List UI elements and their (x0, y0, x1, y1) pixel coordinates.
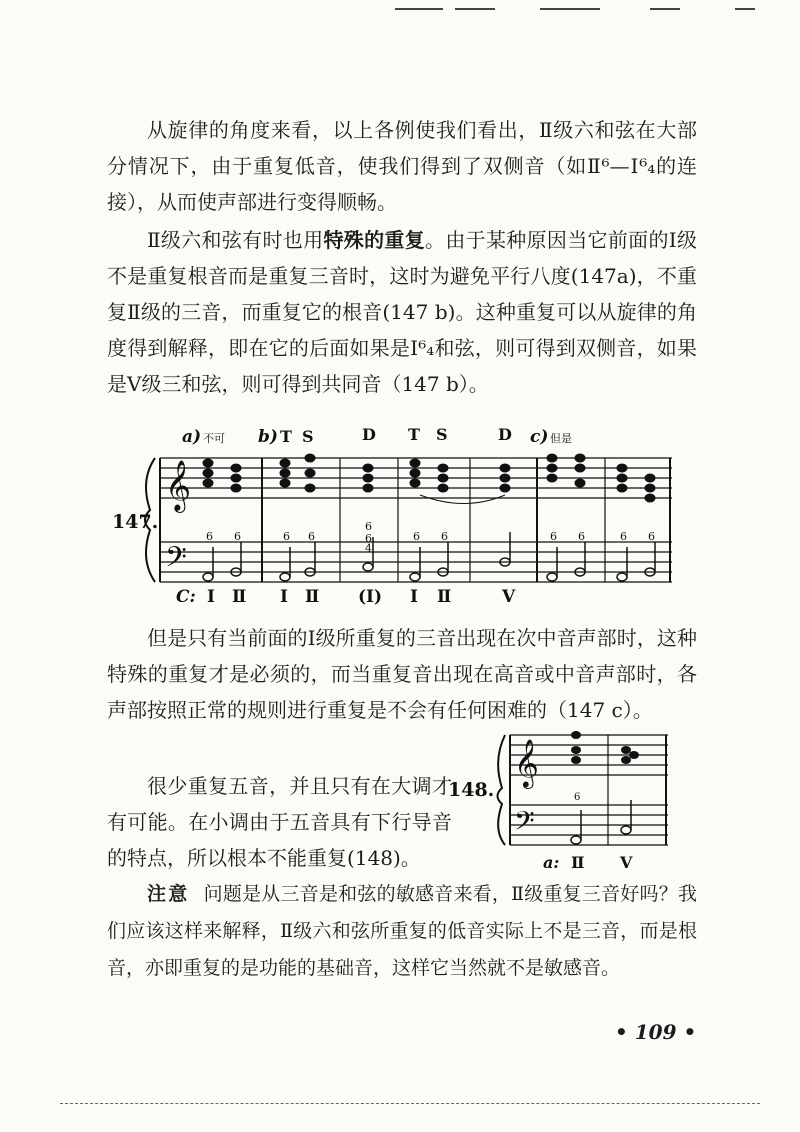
top-rule-5 (735, 8, 755, 10)
figure-2: 6 (234, 530, 241, 543)
note-paragraph (107, 876, 697, 987)
degree-1: Ⅰ (207, 587, 215, 607)
example-148-figure: 6 (574, 792, 581, 803)
special-doubling-term: 特殊的重复 (323, 228, 426, 252)
function-D-2: D (498, 425, 512, 444)
function-T-1: T (280, 427, 292, 446)
bass-clef-icon: 𝄢 (514, 805, 535, 843)
treble-clef-icon: 𝄞 (514, 738, 539, 787)
figure-3: 6 (283, 530, 290, 543)
function-S-2: S (436, 425, 448, 444)
paragraph-1-text: 从旋律的角度来看，以上各例使我们看出，Ⅱ级六和弦在大部分情况下，由于重复低音，使我们得到了双侧音（如Ⅱ⁶—Ⅰ⁶₄的连接），从而使声部进行变得顺畅。 (107, 118, 697, 214)
figure-12: 6 (620, 530, 627, 543)
key-a: a: (543, 853, 560, 872)
label-c: c) (530, 427, 549, 447)
degree-6: Ⅰ (410, 587, 418, 607)
degree-8: Ⅴ (502, 587, 516, 607)
figure-4: 6 (308, 530, 315, 543)
function-D-1: D (362, 425, 376, 444)
bass-clef-icon: 𝄢 (165, 541, 187, 581)
top-rule-2 (455, 8, 495, 10)
paragraph-2-start: Ⅱ级六和弦有时也用 (147, 228, 324, 252)
paragraph-2-rest: 。由于某种原因当它前面的Ⅰ级不是重复根音而是重复三音时，这时为避免平行八度(147a)，不重复Ⅱ级的三音，而重复它的根音(147 b)。这种重复可以从旋律的角度得到解释，即在它的后面如果是Ⅰ⁶₄和弦，则可得到双侧音，如果是Ⅴ级三和弦，则可得到共同音（147 b）。 (107, 228, 698, 396)
label-b: b) (258, 427, 278, 447)
bottom-rule (60, 1103, 760, 1105)
figure-7: 4 (365, 542, 372, 555)
paragraph-2 (107, 222, 697, 402)
degree-7: Ⅱ (437, 587, 452, 607)
degree-3: Ⅰ (280, 587, 288, 607)
figure-5: 6 (365, 520, 372, 533)
figure-8: 6 (413, 530, 420, 543)
degree-2: Ⅱ (232, 587, 247, 607)
function-T-2: T (408, 425, 420, 444)
note-text: 问题是从三音是和弦的敏感音来看，Ⅱ级重复三音好吗？我们应该这样来解释，Ⅱ级六和弦所重复的低音实际上不是三音，而是根音，亦即重复的是功能的基础音，这样它当然就不是敏感音。 (107, 883, 697, 979)
label-a: a) (182, 427, 202, 447)
music-example-148 (448, 710, 648, 870)
music-example-147 (0, 420, 800, 620)
page-number: • 109 • (615, 1020, 697, 1044)
figure-10: 6 (550, 530, 557, 543)
function-S-1: S (302, 427, 314, 446)
degree-4: Ⅱ (305, 587, 320, 607)
figure-13: 6 (648, 530, 655, 543)
degree-v: Ⅴ (620, 853, 633, 872)
example-148-number: 148. (448, 779, 495, 801)
paragraph-1 (107, 112, 697, 220)
figure-6: 6 (365, 532, 372, 545)
example-147-number: 147. (112, 511, 159, 533)
paragraph-3-text: 但是只有当前面的Ⅰ级所重复的三音出现在次中音声部时，这种特殊的重复才是必须的，而当重复音出现在高音或中音声部时，各声部按照正常的规则进行重复是不会有任何困难的（147 c）。 (107, 626, 697, 722)
label-a-note: 不可 (203, 432, 225, 445)
degree-ii: Ⅱ (571, 853, 585, 872)
label-c-note: 但是 (550, 432, 572, 445)
top-rule-3 (540, 8, 600, 10)
treble-clef-icon: 𝄞 (165, 460, 192, 511)
top-rule-4 (650, 8, 680, 10)
figure-11: 6 (578, 530, 585, 543)
figure-9: 6 (441, 530, 448, 543)
degree-5: (Ⅰ) (358, 587, 383, 607)
paragraph-4-text: 很少重复五音，并且只有在大调才有可能。在小调由于五音具有下行导音的特点，所以根本不能重复(148)。 (107, 774, 452, 870)
key-c: C: (176, 587, 196, 607)
top-rule-1 (395, 8, 443, 10)
paragraph-4 (107, 768, 452, 876)
note-label: 注意 (147, 883, 190, 905)
figure-1: 6 (206, 530, 213, 543)
